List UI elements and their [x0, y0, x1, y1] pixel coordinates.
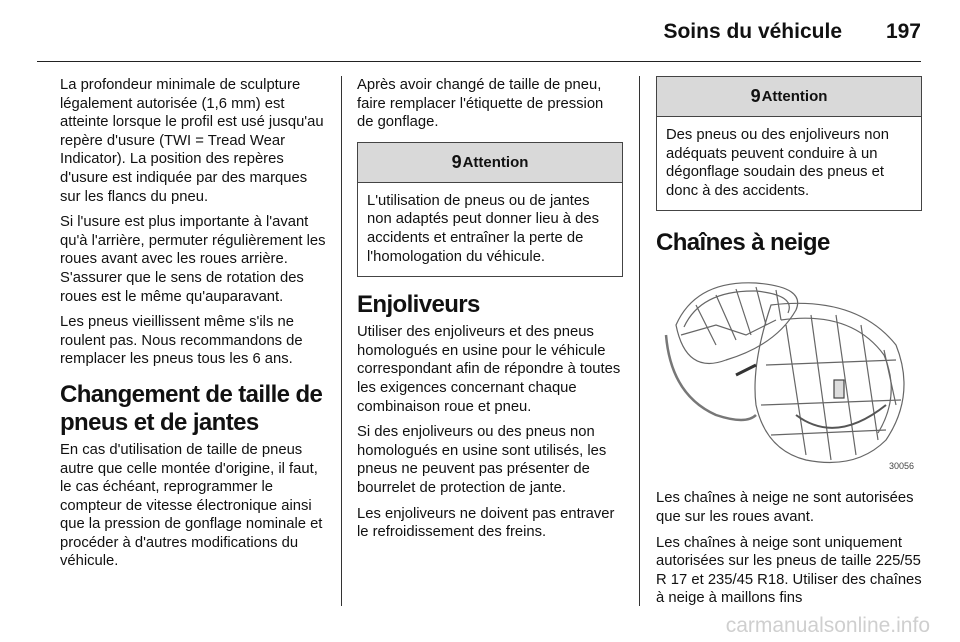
warning-icon: 9 — [451, 151, 462, 172]
attention-title: Attention — [761, 88, 828, 105]
section-heading: Changement de taille de pneus et de jantes — [60, 380, 323, 436]
warning-icon: 9 — [750, 86, 761, 106]
paragraph: Utiliser des enjoliveurs et des pneus homologués en usine pour le véhicule correspondant afin de répondre à toutes les exigences concernant chaque combinaison roue et pneu. — [357, 324, 621, 415]
running-header-title: Soins du véhicule — [663, 20, 842, 43]
paragraph: Après avoir changé de taille de pneu, faire remplacer l'étiquette de pression de gonflage. — [357, 77, 604, 131]
attention-box — [656, 76, 922, 211]
column-divider — [341, 76, 342, 606]
section-heading: Enjoliveurs — [357, 291, 480, 319]
column-3 — [656, 76, 922, 615]
snow-chains-illustration — [656, 265, 918, 479]
column-2 — [357, 76, 623, 549]
attention-text: L'utilisation de pneus ou de jantes non adaptés peut donner lieu à des accidents et entraîner la perte de l'homologation du véhicule. — [367, 192, 600, 265]
attention-text: Des pneus ou des enjoliveurs non adéquats peuvent conduire à un dégonflage soudain des pneus et donc à des accidents. — [666, 127, 889, 199]
column-divider — [639, 76, 640, 606]
paragraph: Si l'usure est plus importante à l'avant qu'à l'arrière, permuter régulièrement les roues avant avec les roues arrière. S'assurer que le sens de rotation des roues est le même qu'auparavant. — [60, 214, 326, 305]
paragraph: Si des enjoliveurs ou des pneus non homologués en usine sont utilisés, les pneus ne peuvent pas présenter de bourrelet de protection de jante. — [357, 424, 607, 496]
attention-box — [357, 142, 623, 277]
attention-title: Attention — [462, 153, 529, 171]
paragraph: Les chaînes à neige sont uniquement autorisées sur les pneus de taille 225/55 R 17 et 235/45 R18. Utiliser des chaînes à neige à maillons fins — [656, 534, 922, 607]
paragraph: En cas d'utilisation de taille de pneus autre que celle montée d'origine, il faut, le cas échéant, reprogrammer le compteur de vitesse électronique ainsi que la pression de gonflage nominale et procéder à d'autres modifications du véhicule. — [60, 441, 323, 570]
figure-number: 30056 — [888, 461, 914, 472]
attention-header — [657, 77, 921, 117]
paragraph: La profondeur minimale de sculpture légalement autorisée (1,6 mm) est atteinte lorsque le profil est usé jusqu'au repère d'usure (TWI = Tread Wear Indicator). La position des repères d'usure est indiquée par des marques sur les flancs du pneu. — [60, 77, 324, 205]
paragraph: Les enjoliveurs ne doivent pas entraver le refroidissement des freins. — [357, 505, 615, 541]
paragraph: Les pneus vieillissent même s'ils ne roulent pas. Nous recommandons de remplacer les pneus tous les 6 ans. — [60, 314, 303, 368]
attention-header — [358, 143, 622, 183]
attention-body — [657, 117, 921, 210]
page-number: 197 — [885, 20, 921, 43]
watermark: carmanualsonline.info — [725, 614, 930, 637]
attention-body — [358, 183, 622, 276]
snow-chains-drawing — [656, 265, 918, 479]
paragraph: Les chaînes à neige ne sont autorisées que sur les roues avant. — [656, 490, 914, 525]
column-1 — [60, 76, 326, 578]
section-heading: Chaînes à neige — [656, 229, 830, 257]
header-rule — [37, 61, 921, 62]
